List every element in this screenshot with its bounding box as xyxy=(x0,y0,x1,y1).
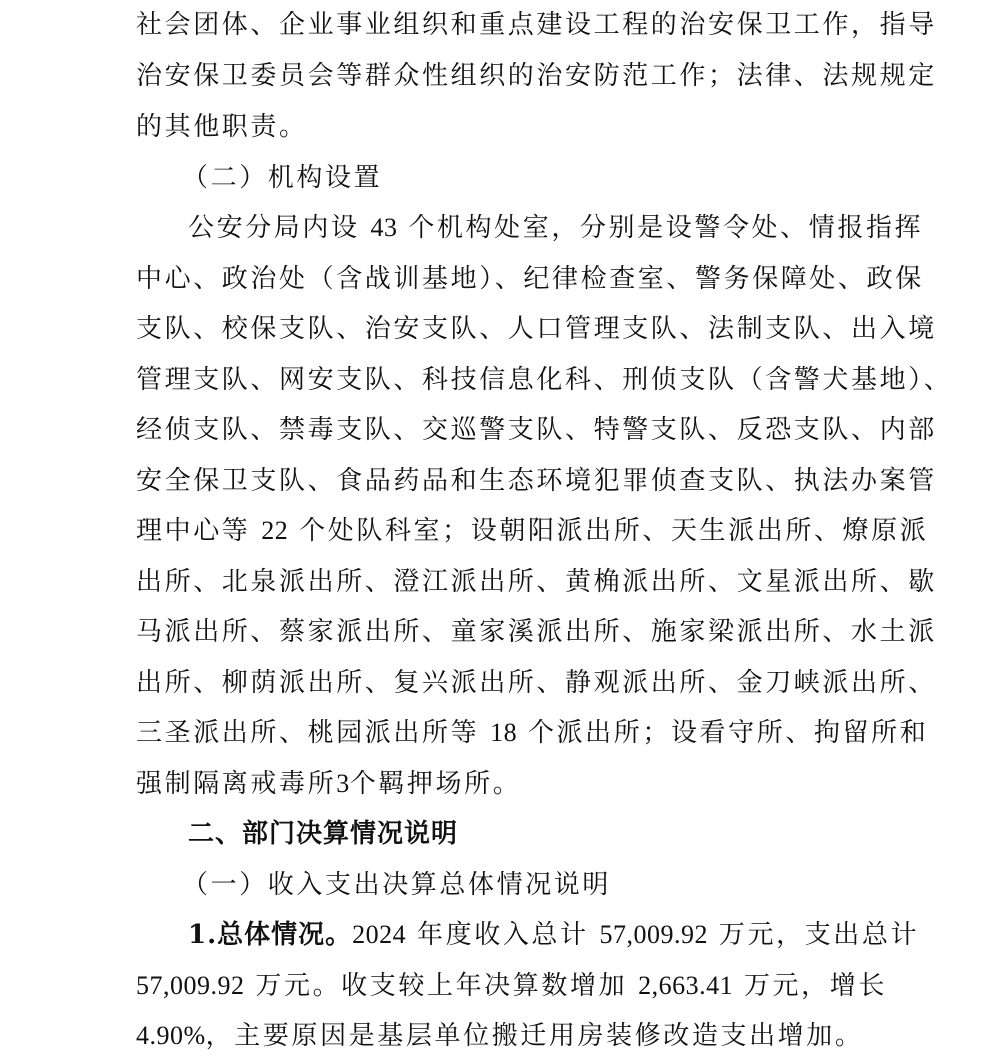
text-span: 万元，支出总计 xyxy=(718,920,920,950)
text-span: 公安分局内设 xyxy=(188,213,360,243)
body-line xyxy=(136,1019,863,1053)
body-line: 出所、柳荫派出所、复兴派出所、静观派出所、金刀峡派出所、 xyxy=(136,668,937,698)
text-span: ，主要原因是基层单位搬迁用房装修改造支出增加。 xyxy=(205,1021,864,1051)
section-heading-jigou: （二）机构设置 xyxy=(182,163,383,193)
body-line: 管理支队、网安支队、科技信息化科、刑侦支队（含警犬基地）、 xyxy=(136,365,953,395)
number-span: 57,009.92 xyxy=(599,920,709,949)
text-span: 个机构处室，分别是设警令处、情报指挥 xyxy=(408,213,924,243)
number-span: 57,009.92 xyxy=(136,971,245,1000)
number-span: 4.90% xyxy=(136,1021,206,1050)
number-span: 18 xyxy=(490,718,518,747)
body-line: 经侦支队、禁毒支队、交巡警支队、特警支队、反恐支队、内部 xyxy=(136,415,937,445)
body-line: 出所、北泉派出所、澄江派出所、黄桷派出所、文星派出所、歇 xyxy=(136,567,937,597)
text-span: 个羁押场所。 xyxy=(349,769,522,799)
number-span: 2024 xyxy=(352,920,407,949)
text-span: 强制隔离戒毒所 xyxy=(136,769,337,799)
body-line: 中心、政治处（含战训基地）、纪律检查室、警务保障处、政保 xyxy=(136,264,924,294)
text-span: 万元，增长 xyxy=(743,971,887,1001)
number-span: 3 xyxy=(336,769,350,798)
text-span: 理中心等 xyxy=(136,516,251,546)
body-line: 社会团体、企业事业组织和重点建设工程的治安保卫工作，指导 xyxy=(136,10,937,40)
body-line xyxy=(136,767,521,801)
body-line: 的其他职责。 xyxy=(136,112,308,142)
body-line: 支队、校保支队、治安支队、人口管理支队、法制支队、出入境 xyxy=(136,314,937,344)
text-span: 个处队科室；设朝阳派出所、天生派出所、燎原派 xyxy=(299,516,929,546)
number-span: 22 xyxy=(261,516,289,545)
body-line xyxy=(136,514,928,548)
body-line: 治安保卫委员会等群众性组织的治安防范工作；法律、法规规定 xyxy=(136,61,937,91)
text-span: 三圣派出所、桃园派出所等 xyxy=(136,718,480,748)
body-line xyxy=(136,716,928,750)
text-span: 个派出所；设看守所、拘留所和 xyxy=(527,718,929,748)
body-line: 安全保卫支队、食品药品和生态环境犯罪侦查支队、执法办案管 xyxy=(136,466,937,496)
text-span: 年度收入总计 xyxy=(417,920,589,950)
number-span: 43 xyxy=(370,213,398,242)
section-heading-shouru: （一）收入支出决算总体情况说明 xyxy=(182,870,612,900)
body-line: 马派出所、蔡家派出所、童家溪派出所、施家梁派出所、水土派 xyxy=(136,617,937,647)
body-line xyxy=(188,211,923,245)
number-span: 2,663.41 xyxy=(638,971,734,1000)
bold-lead: 1.总体情况。 xyxy=(188,920,353,950)
text-span: 万元。收支较上年决算数增加 xyxy=(255,971,628,1001)
body-line xyxy=(136,969,887,1003)
body-line xyxy=(188,918,919,952)
section-heading-bumen: 二、部门决算情况说明 xyxy=(188,819,459,849)
